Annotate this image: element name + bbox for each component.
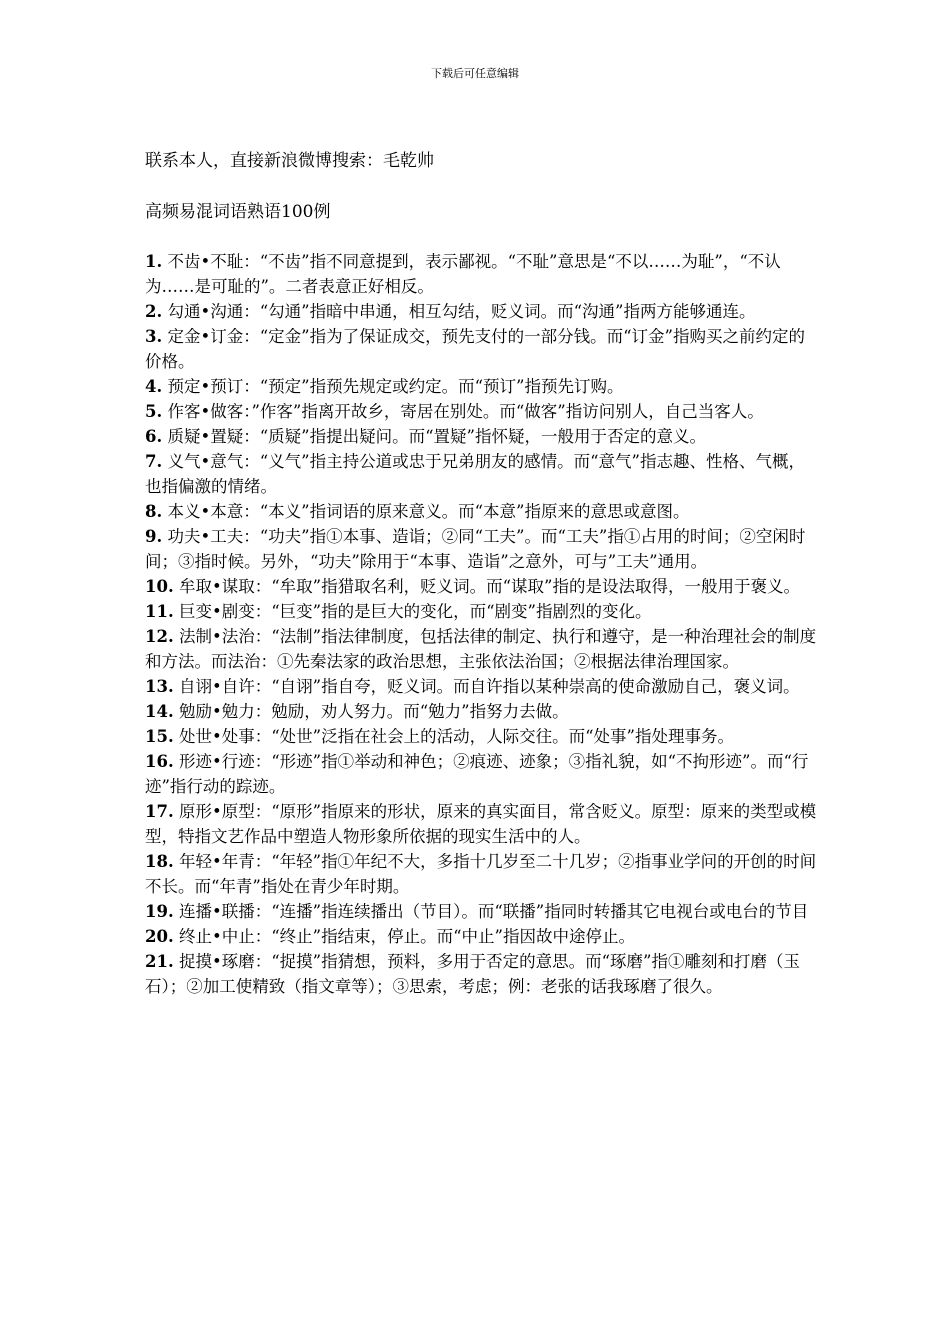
entry-text: 作客•做客：”作客”指离开故乡，寄居在别处。而“做客”指访问别人，自己当客人。 — [167, 402, 764, 421]
entry-text: 年轻•年青：“年轻”指①年纪不大，多指十几岁至二十几岁；②指事业学问的开创的时间不长。而“年青”指处在青少年时期。 — [145, 852, 817, 896]
entry-number: 7. — [145, 452, 163, 471]
list-item — [145, 424, 817, 449]
list-item — [145, 399, 817, 424]
entry-text: 处世•处事：“处世”泛指在社会上的活动，人际交往。而“处事”指处理事务。 — [178, 727, 734, 746]
entry-number: 4. — [145, 377, 163, 396]
entry-text: 捉摸•琢磨：“捉摸”指猜想，预料，多用于否定的意思。而“琢磨”指①雕刻和打磨（玉石）；②加工使精致（指文章等）；③思索，考虑；例：老张的话我琢磨了很久。 — [145, 952, 800, 996]
list-item — [145, 599, 817, 624]
list-item — [145, 749, 817, 799]
entry-text: 定金•订金：“定金”指为了保证成交，预先支付的一部分钱。而“订金”指购买之前约定的价格。 — [145, 327, 805, 371]
entry-text: 牟取•谋取：“牟取”指猎取名利，贬义词。而“谋取”指的是设法取得，一般用于褒义。 — [178, 577, 800, 596]
entry-number: 12. — [145, 627, 174, 646]
entry-number: 21. — [145, 952, 174, 971]
entry-text: 形迹•行迹：“形迹”指①举动和神色；②痕迹、迹象；③指礼貌，如“不拘形迹”。而“行迹”指行动的踪迹。 — [145, 752, 809, 796]
entry-number: 16. — [145, 752, 174, 771]
list-item — [145, 724, 817, 749]
entry-number: 18. — [145, 852, 174, 871]
entry-number: 10. — [145, 577, 174, 596]
entry-number: 3. — [145, 327, 163, 346]
entry-text: 质疑•置疑：“质疑”指提出疑问。而“置疑”指怀疑，一般用于否定的意义。 — [167, 427, 706, 446]
entry-text: 巨变•剧变：“巨变”指的是巨大的变化，而“剧变”指剧烈的变化。 — [178, 602, 652, 621]
list-item — [145, 249, 817, 299]
page-header: 下载后可任意编辑 — [431, 67, 519, 80]
list-item — [145, 324, 817, 374]
list-item — [145, 949, 817, 999]
list-item — [145, 899, 817, 924]
entry-text: 法制•法治：“法制”指法律制度，包括法律的制定、执行和遵守，是一种治理社会的制度和方法。而法治：①先秦法家的政治思想，主张依法治国；②根据法律治理国家。 — [145, 627, 817, 671]
entry-text: 义气•意气：“义气”指主持公道或忠于兄弟朋友的感情。而“意气”指志趣、性格、气概，也指偏激的情绪。 — [145, 452, 805, 496]
entry-list — [145, 249, 817, 999]
entry-text: 勾通•沟通：“勾通”指暗中串通，相互勾结，贬义词。而“沟通”指两方能够通连。 — [167, 302, 756, 321]
entry-text: 功夫•工夫：“功夫”指①本事、造诣；②同“工夫”。而“工夫”指①占用的时间；②空闲时间；③指时候。另外，“功夫”除用于“本事、造诣”之意外，可与”工夫”通用。 — [145, 527, 806, 571]
entry-number: 6. — [145, 427, 163, 446]
entry-text: 不齿•不耻：“不齿”指不同意提到，表示鄙视。“不耻”意思是“不以……为耻”，“不认为……是可耻的”。二者表意正好相反。 — [145, 252, 781, 296]
list-item — [145, 574, 817, 599]
entry-number: 2. — [145, 302, 163, 321]
entry-text: 连播•联播：“连播”指连续播出（节目）。而“联播”指同时转播其它电视台或电台的节目 — [178, 902, 809, 921]
list-item — [145, 499, 817, 524]
entry-text: 勉励•勉力：勉励，劝人努力。而“勉力”指努力去做。 — [178, 702, 569, 721]
list-item — [145, 524, 817, 574]
list-item — [145, 924, 817, 949]
entry-number: 15. — [145, 727, 174, 746]
list-item — [145, 624, 817, 674]
entry-number: 19. — [145, 902, 174, 921]
document-title: 高频易混词语熟语100例 — [145, 202, 331, 222]
list-item — [145, 799, 817, 849]
entry-number: 14. — [145, 702, 174, 721]
entry-number: 5. — [145, 402, 163, 421]
entry-text: 预定•预订：“预定”指预先规定或约定。而“预订”指预先订购。 — [167, 377, 624, 396]
entry-text: 终止•中止：“终止”指结束，停止。而“中止”指因故中途停止。 — [178, 927, 635, 946]
list-item — [145, 699, 817, 724]
list-item — [145, 374, 817, 399]
list-item — [145, 849, 817, 899]
entry-number: 13. — [145, 677, 174, 696]
contact-line: 联系本人，直接新浪微博搜索：毛乾帅 — [145, 151, 434, 171]
entry-text: 本义•本意：“本义”指词语的原来意义。而“本意”指原来的意思或意图。 — [167, 502, 690, 521]
entry-text: 原形•原型：“原形”指原来的形状，原来的真实面目，常含贬义。原型：原来的类型或模型，特指文艺作品中塑造人物形象所依据的现实生活中的人。 — [145, 802, 817, 846]
list-item — [145, 449, 817, 499]
entry-text: 自诩•自许：“自诩”指自夸，贬义词。而自许指以某种崇高的使命激励自己，褒义词。 — [178, 677, 800, 696]
entry-number: 20. — [145, 927, 174, 946]
entry-number: 9. — [145, 527, 163, 546]
list-item — [145, 674, 817, 699]
entry-number: 1. — [145, 252, 163, 271]
entry-number: 11. — [145, 602, 174, 621]
entry-number: 17. — [145, 802, 174, 821]
entry-number: 8. — [145, 502, 163, 521]
list-item — [145, 299, 817, 324]
